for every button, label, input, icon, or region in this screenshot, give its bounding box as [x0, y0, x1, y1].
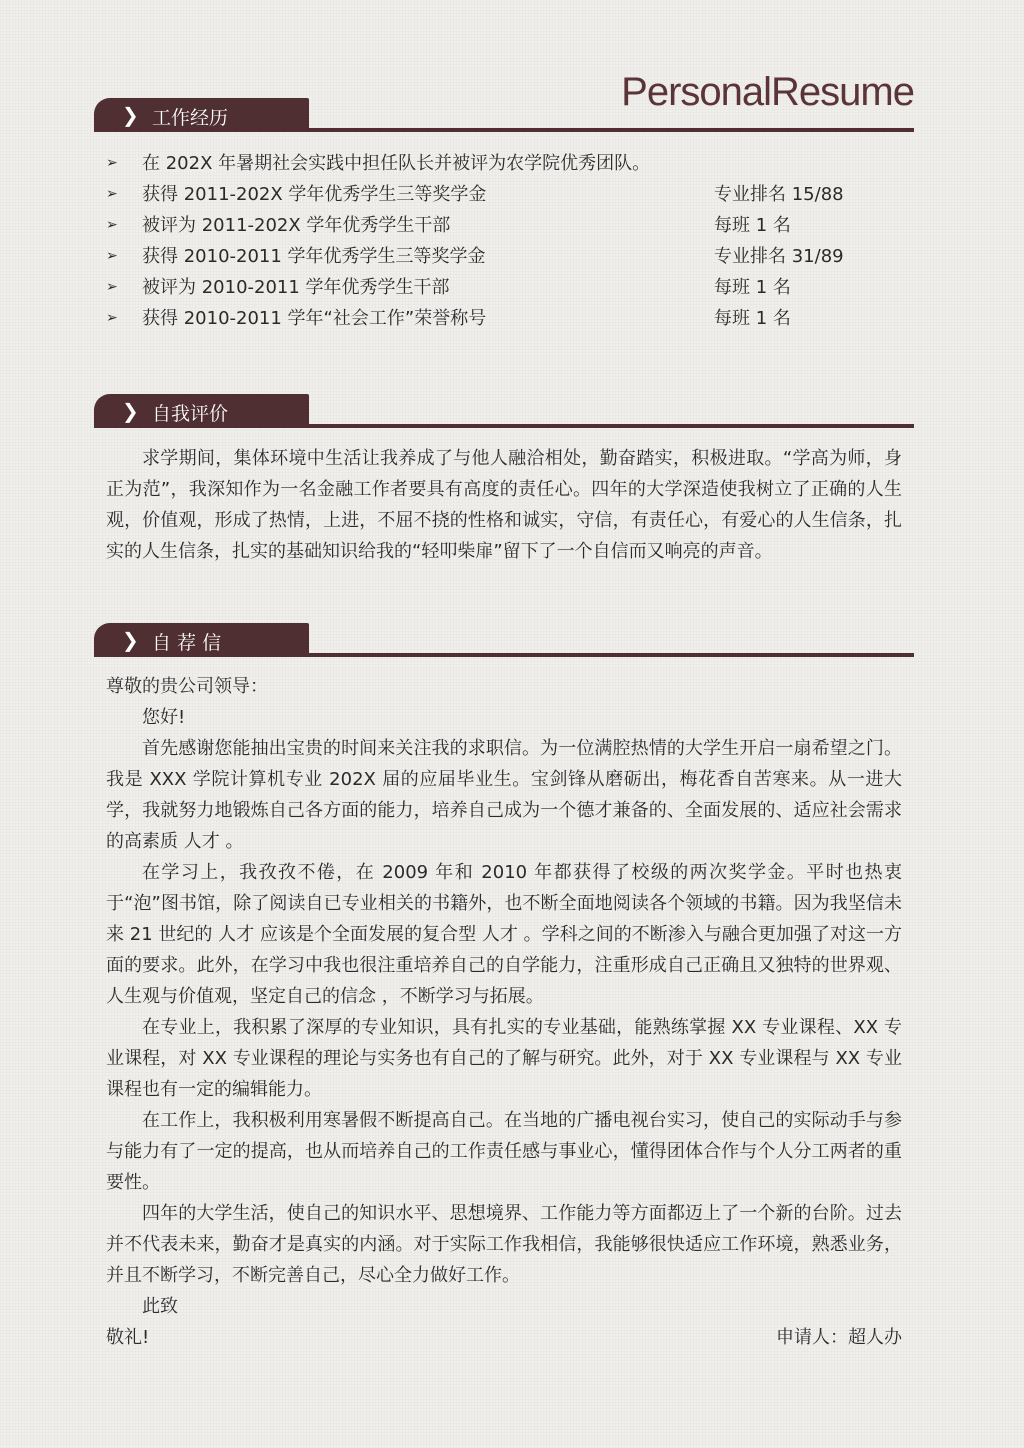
chevron-right-icon: ❯	[122, 628, 139, 652]
item-rank: 专业排名 31/89	[714, 246, 844, 267]
item-text: 获得 2010-2011 学年优秀学生三等奖学金	[142, 246, 486, 267]
letter-paragraph: 首先感谢您能抽出宝贵的时间来关注我的求职信。为一位满腔热情的大学生开启一扇希望之门。我是 XXX 学院计算机专业 202X 届的应届毕业生。宝剑锋从磨砺出，梅花香自苦寒来。从一进大学，我就努力地锻炼自己各方面的能力，培养自己成为一个德才兼备的、全面发展的、适应社会需求的高素质 人才 。	[106, 738, 902, 852]
letter-greeting: 您好!	[142, 707, 186, 728]
list-item	[106, 210, 866, 241]
section-title-work: 工作经历	[152, 107, 229, 129]
list-item	[106, 272, 866, 303]
list-item	[106, 148, 866, 179]
letter-paragraph: 四年的大学生活，使自己的知识水平、思想境界、工作能力等方面都迈上了一个新的台阶。过去并不代表未来，勤奋才是真实的内涵。对于实际工作我相信，我能够很快适应工作环境，熟悉业务，并且不断学习，不断完善自己，尽心全力做好工作。	[106, 1203, 902, 1286]
arrow-bullet-icon: ➢	[106, 279, 118, 295]
item-text: 在 202X 年暑期社会实践中担任队长并被评为农学院优秀团队。	[142, 153, 651, 174]
arrow-bullet-icon: ➢	[106, 186, 118, 202]
section-header-work	[94, 98, 914, 132]
letter-salutation: 尊敬的贵公司领导：	[106, 676, 268, 697]
self-eval-paragraph: 求学期间，集体环境中生活让我养成了与他人融洽相处，勤奋踏实，积极进取。“学高为师，身正为范”，我深知作为一名金融工作者要具有高度的责任心。四年的大学深造使我树立了正确的人生观，价值观，形成了热情，上进，不屈不挠的性格和诚实，守信，有责任心，有爱心的人生信条，扎实的人生信条，扎实的基础知识给我的“轻叩柴扉”留下了一个自信而又响亮的声音。	[106, 448, 902, 562]
chevron-right-icon: ❯	[122, 103, 139, 127]
letter-signature: 申请人：超人办	[776, 1327, 902, 1348]
item-rank: 每班 1 名	[714, 308, 791, 329]
section-header-self-eval	[94, 394, 914, 428]
section-title-self-eval: 自我评价	[152, 403, 229, 425]
item-rank: 专业排名 15/88	[714, 184, 844, 205]
list-item	[106, 179, 866, 210]
arrow-bullet-icon: ➢	[106, 310, 118, 326]
brand-title: PersonalResume	[621, 70, 914, 114]
arrow-bullet-icon: ➢	[106, 248, 118, 264]
letter-paragraph: 在工作上，我积极利用寒暑假不断提高自己。在当地的广播电视台实习，使自己的实际动手与参与能力有了一定的提高，也从而培养自己的工作责任感与事业心，懂得团体合作与个人分工两者的重要性。	[106, 1110, 902, 1193]
section-header-cover-letter	[94, 623, 914, 657]
list-item	[106, 241, 866, 272]
chevron-right-icon: ❯	[122, 399, 139, 423]
letter-closing: 此致	[142, 1296, 178, 1317]
list-item	[106, 303, 866, 334]
letter-paragraph: 在学习上，我孜孜不倦，在 2009 年和 2010 年都获得了校级的两次奖学金。平时也热衷于“泡”图书馆，除了阅读自已专业相关的书籍外，也不断全面地阅读各个领域的书籍。因为我坚信未来 21 世纪的 人才 应该是个全面发展的复合型 人才 。学科之间的不断渗入与融合更加强了对这一方面的要求。此外，在学习中我也很注重培养自己的自学能力，注重形成自己正确且又独特的世界观、人生观与价值观，坚定自己的信念 ，不断学习与拓展。	[106, 862, 902, 1007]
item-text: 被评为 2010-2011 学年优秀学生干部	[142, 277, 450, 298]
work-list	[106, 148, 866, 334]
item-text: 获得 2011-202X 学年优秀学生三等奖学金	[142, 184, 487, 205]
letter-paragraph: 在专业上，我积累了深厚的专业知识，具有扎实的专业基础，能熟练掌握 XX 专业课程、XX 专业课程，对 XX 专业课程的理论与实务也有自己的了解与研究。此外，对于 XX 专业课程与 XX 专业课程也有一定的编辑能力。	[106, 1017, 902, 1100]
arrow-bullet-icon: ➢	[106, 155, 118, 171]
item-rank: 每班 1 名	[714, 277, 791, 298]
letter-closing-regards: 敬礼!	[106, 1327, 150, 1348]
section-title-cover-letter: 自 荐 信	[152, 632, 222, 654]
arrow-bullet-icon: ➢	[106, 217, 118, 233]
item-text: 获得 2010-2011 学年“社会工作”荣誉称号	[142, 308, 487, 329]
item-rank: 每班 1 名	[714, 215, 791, 236]
item-text: 被评为 2011-202X 学年优秀学生干部	[142, 215, 451, 236]
